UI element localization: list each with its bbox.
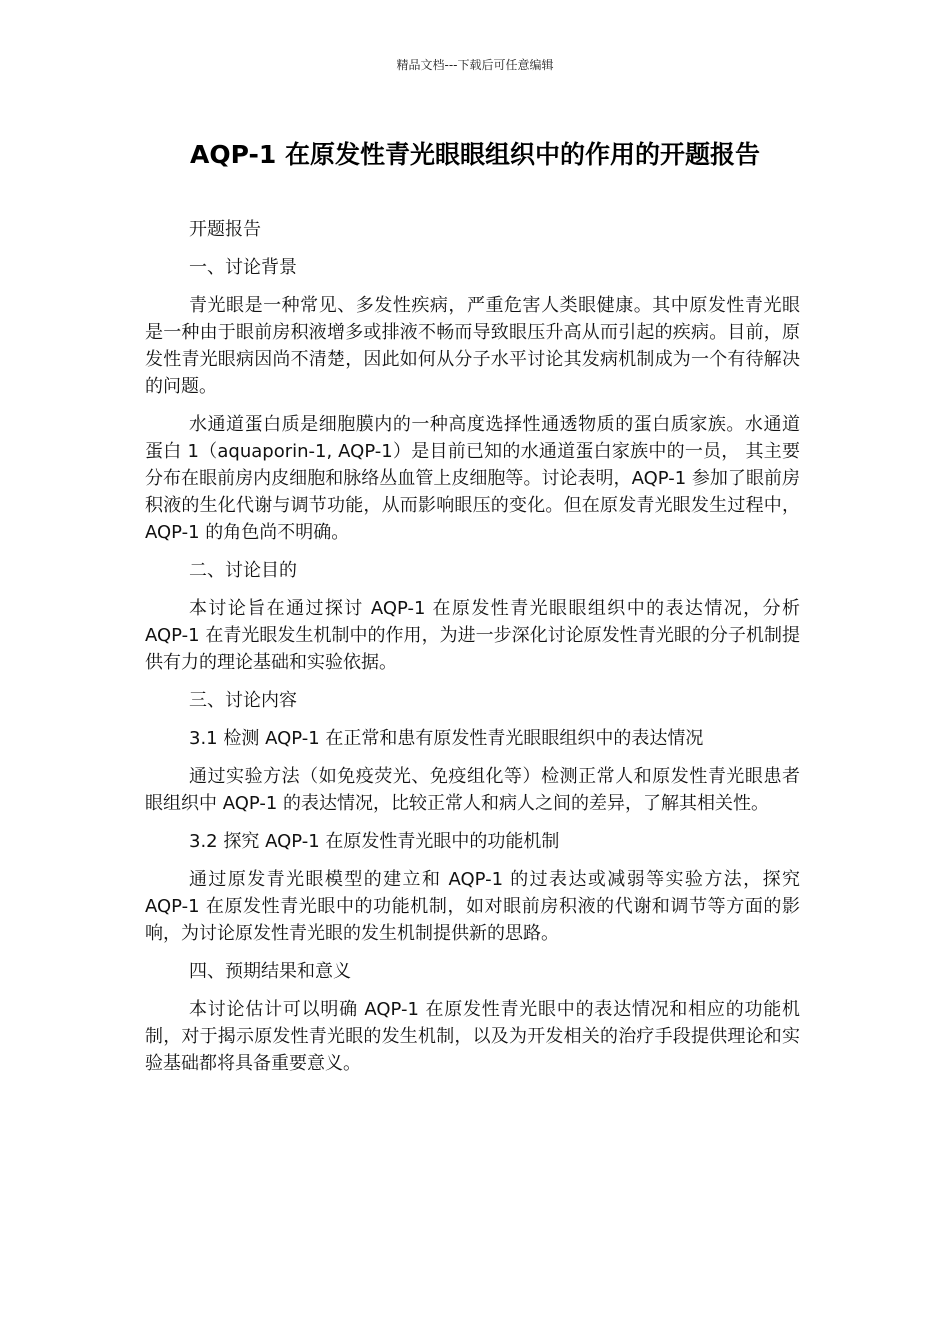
subsection-heading-3-2: 3.2 探究 AQP-1 在原发性青光眼中的功能机制	[189, 831, 560, 852]
section-heading-content: 三、讨论内容	[189, 690, 297, 711]
section-heading-expected-results: 四、预期结果和意义	[189, 961, 351, 982]
background-paragraph-2: 水通道蛋白质是细胞膜内的一种高度选择性通透物质的蛋白质家族。水通道蛋白 1（aquaporin-1, AQP-1）是目前已知的水通道蛋白家族中的一员， 其主要分布在眼前房内皮细胞和脉络丛血管上皮细胞等。讨论表明，AQP-1 参加了眼前房积液的生化代谢与调节功能，从而影响眼压的变化。但在原发青光眼发生过程中，AQP-1 的角色尚不明确。	[145, 414, 800, 543]
background-paragraph-1: 青光眼是一种常见、多发性疾病，严重危害人类眼健康。其中原发性青光眼是一种由于眼前房积液增多或排液不畅而导致眼压升高从而引起的疾病。目前，原发性青光眼病因尚不清楚，因此如何从分子水平讨论其发病机制成为一个有待解决的问题。	[145, 295, 800, 397]
section-heading-background: 一、讨论背景	[189, 257, 297, 278]
document-title: AQP-1 在原发性青光眼眼组织中的作用的开题报告	[190, 140, 760, 169]
expected-results-paragraph: 本讨论估计可以明确 AQP-1 在原发性青光眼中的表达情况和相应的功能机制，对于揭示原发性青光眼的发生机制，以及为开发相关的治疗手段提供理论和实验基础都将具备重要意义。	[145, 999, 800, 1074]
subsection-heading-3-1: 3.1 检测 AQP-1 在正常和患有原发性青光眼眼组织中的表达情况	[189, 728, 704, 749]
purpose-paragraph: 本讨论旨在通过探讨 AQP-1 在原发性青光眼眼组织中的表达情况，分析 AQP-1 在青光眼发生机制中的作用，为进一步深化讨论原发性青光眼的分子机制提供有力的理论基础和实验依据。	[145, 598, 800, 673]
content-paragraph-3-2: 通过原发青光眼模型的建立和 AQP-1 的过表达或减弱等实验方法，探究 AQP-1 在原发性青光眼中的功能机制，如对眼前房积液的代谢和调节等方面的影响，为讨论原发性青光眼的发生机制提供新的思路。	[145, 869, 800, 944]
document-body	[145, 216, 800, 1088]
page-header: 精品文档---下载后可任意编辑	[396, 58, 554, 72]
section-heading-purpose: 二、讨论目的	[189, 560, 297, 581]
content-paragraph-3-1: 通过实验方法（如免疫荧光、免疫组化等）检测正常人和原发性青光眼患者眼组织中 AQP-1 的表达情况，比较正常人和病人之间的差异，了解其相关性。	[145, 766, 800, 814]
report-label: 开题报告	[189, 219, 261, 240]
